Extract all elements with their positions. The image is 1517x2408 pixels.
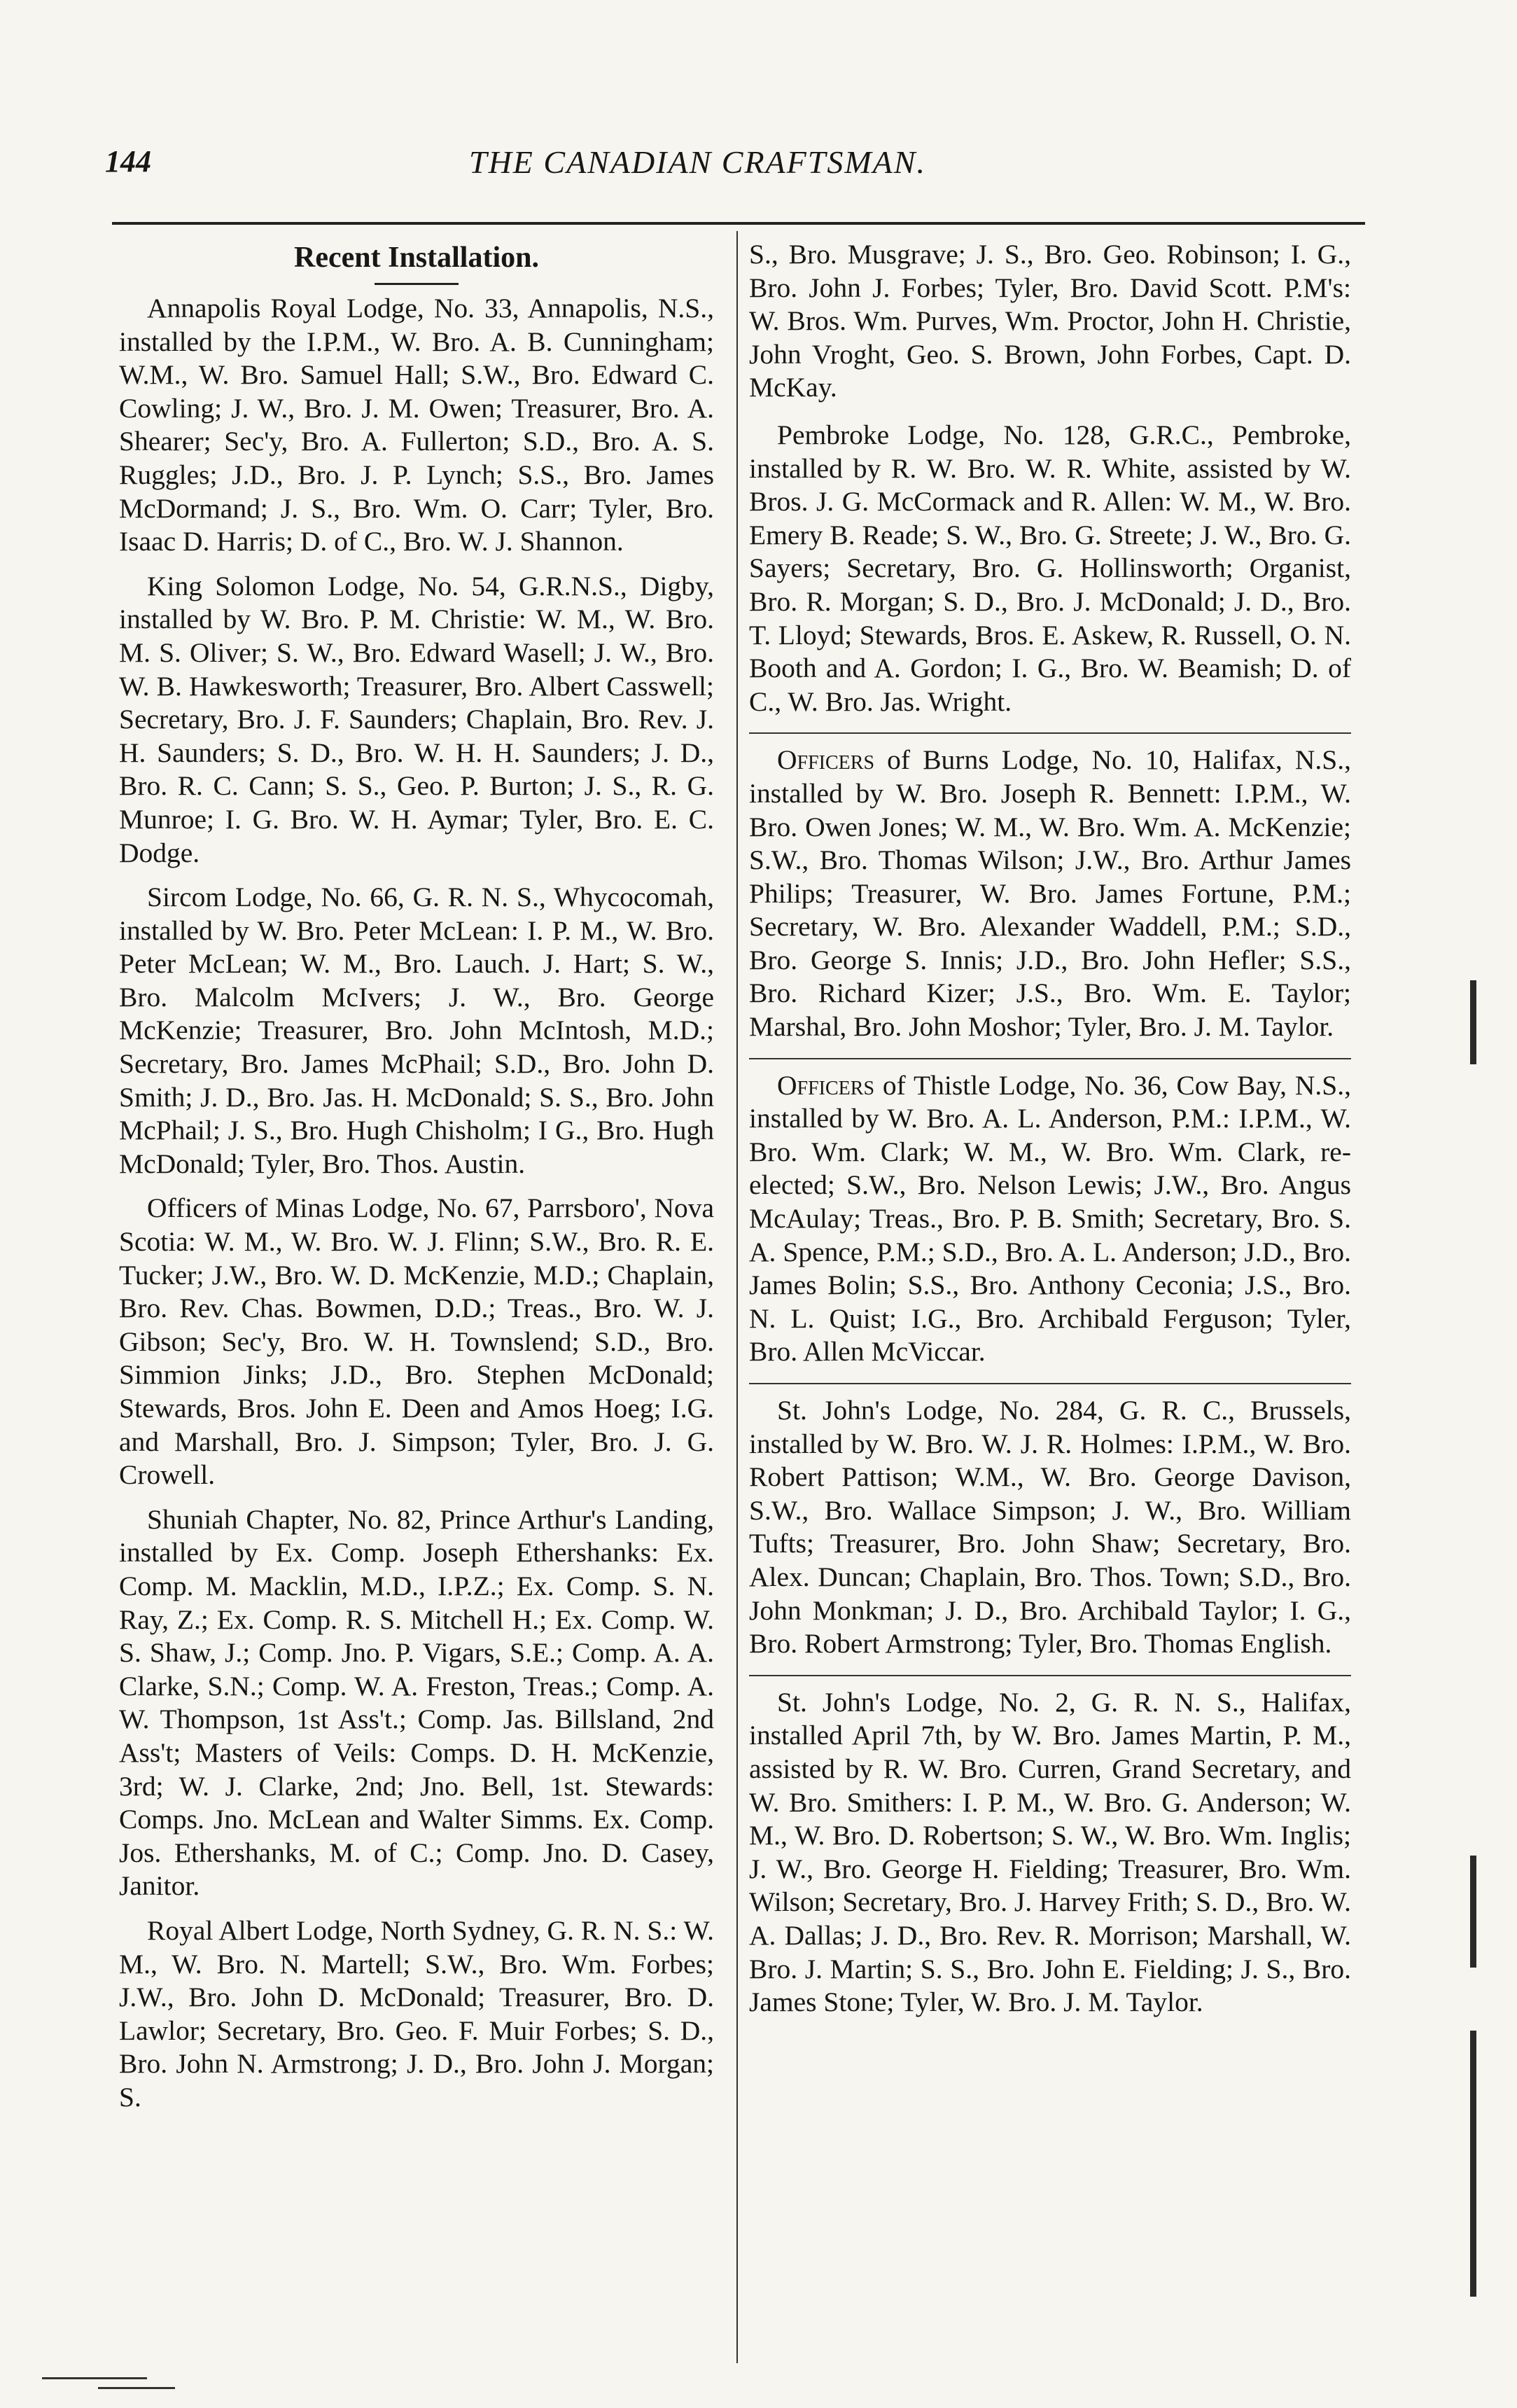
header-rule (112, 222, 1365, 225)
lodge-entry: St. John's Lodge, No. 284, G. R. C., Brussels, installed by W. Bro. W. J. R. Holmes: I.P.M., W. Bro. Robert Pattison; W.M., W. Bro. George Davison, S.W., Bro. Wallace Simpson; J. W., Bro. William Tufts; Treasurer, Bro. John Shaw; Secretary, Bro. Alex. Duncan; Chaplain, Bro. Thos. Town; S.D., Bro. John Monkman; J. D., Bro. Archibald Taylor; I. G., Bro. Robert Armstrong; Tyler, Bro. Thomas English. (749, 1395, 1351, 1659)
lodge-entry (749, 744, 1351, 1043)
officers-lead: Officers (777, 744, 875, 776)
lodge-entry-text: of Burns Lodge, No. 10, Halifax, N.S., installed by W. Bro. Joseph R. Bennett: I.P.M., W. Bro. Owen Jones; W. M., W. Bro. Wm. A. McKenzie; S.W., Bro. Thomas Wilson; J.W., Bro. Arthur James Philips; Treasurer, W. Bro. James Fortune, P.M.; Secretary, W. Bro. Alexander Waddell, P.M.; S.D., Bro. George S. Innis; J.D., Bro. John Hefler; S.S., Bro. Richard Kizer; J.S., Bro. Wm. E. Taylor; Marshal, Bro. John Moshor; Tyler, Bro. J. M. Taylor. (749, 744, 1351, 1043)
scan-edge-mark (1470, 1856, 1476, 1968)
title-rule (375, 283, 459, 285)
lodge-entry: Shuniah Chapter, No. 82, Prince Arthur's Landing, installed by Ex. Comp. Joseph Ethershanks: Ex. Comp. M. Macklin, M.D., I.P.Z.; Ex. Comp. S. N. Ray, Z.; Ex. Comp. R. S. Mitchell H.; Ex. Comp. W. S. Shaw, J.; Comp. Jno. P. Vigars, S.E.; Comp. A. A. Clarke, S.N.; Comp. W. A. Freston, Treas.; Comp. A. W. Thompson, 1st Ass't.; Comp. Jas. Billsland, 2nd Ass't; Masters of Veils: Comps. D. H. McKenzie, 3rd; W. J. Clarke, 2nd; Jno. Bell, 1st. Stewards: Comps. Jno. McLean and Walter Simms. Ex. Comp. Jos. Ethershanks, M. of C.; Comp. Jno. D. Casey, Janitor. (119, 1503, 714, 1902)
lodge-entry: Royal Albert Lodge, North Sydney, G. R. N. S.: W. M., W. Bro. N. Martell; S.W., Bro. Wm. Forbes; J.W., Bro. John D. McDonald; Treasurer, Bro. D. Lawlor; Secretary, Bro. Geo. F. Muir Forbes; S. D., Bro. John N. Armstrong; J. D., Bro. John J. Morgan; S. (119, 1914, 714, 2113)
section-title: Recent Installation. (294, 242, 539, 274)
journal-title: THE CANADIAN CRAFTSMAN. (469, 144, 926, 180)
separator-rule (749, 732, 1351, 734)
lodge-entry (749, 1069, 1351, 1369)
scan-foot-mark (42, 2377, 147, 2379)
lodge-entry: Officers of Minas Lodge, No. 67, Parrsboro', Nova Scotia: W. M., W. Bro. W. J. Flinn; S.W., Bro. R. E. Tucker; J.W., Bro. W. D. McKenzie, M.D.; Chaplain, Bro. Rev. Chas. Bowmen, D.D.; Treas., Bro. W. J. Gibson; Sec'y, Bro. W. H. Townslend; S.D., Bro. Simmion Jinks; J.D., Bro. Stephen McDonald; Stewards, Bros. John E. Deen and Amos Hoeg; I.G. and Marshall, Bro. J. Simpson; Tyler, Bro. J. G. Crowell. (119, 1192, 714, 1491)
lodge-entry: Sircom Lodge, No. 66, G. R. N. S., Whycocomah, installed by W. Bro. Peter McLean: I. P. M., W. Bro. Peter McLean; W. M., Bro. Lauch. J. Hart; S. W., Bro. Malcolm McIvers; J. W., Bro. George McKenzie; Treasurer, Bro. John McIntosh, M.D.; Secretary, Bro. James McPhail; S.D., Bro. John D. Smith; J. D., Bro. Jas. H. McDonald; S. S., Bro. John McPhail; J. S., Bro. Hugh Chisholm; I G., Bro. Hugh McDonald; Tyler, Bro. Thos. Austin. (119, 882, 714, 1179)
separator-rule (749, 1675, 1351, 1676)
right-column (749, 238, 1351, 2033)
scan-edge-mark (1470, 2031, 1476, 2297)
lodge-entry-text: of Thistle Lodge, No. 36, Cow Bay, N.S., installed by W. Bro. A. L. Anderson, P.M.: I.P.M., W. Bro. Wm. Clark; W. M., W. Bro. Wm. Clark, re-elected; S.W., Bro. Nelson Lewis; J.W., Bro. Angus McAulay; Treas., Bro. P. B. Smith; Secretary, Bro. S. A. Spence, P.M.; S.D., Bro. A. L. Anderson; J.D., Bro. James Bolin; S.S., Bro. Anthony Ceconia; J.S., Bro. N. L. Quist; I.G., Bro. Archibald Ferguson; Tyler, Bro. Allen McViccar. (749, 1069, 1351, 1367)
officers-lead: Officers (777, 1069, 875, 1101)
column-divider (736, 231, 738, 2363)
separator-rule (749, 1058, 1351, 1059)
page-number: 144 (105, 144, 151, 179)
scan-edge-mark (1470, 980, 1476, 1064)
left-column (119, 238, 714, 2125)
lodge-entry: King Solomon Lodge, No. 54, G.R.N.S., Digby, installed by W. Bro. P. M. Christie: W. M., W. Bro. M. S. Oliver; S. W., Bro. Edward Wasell; J. W., Bro. W. B. Hawkesworth; Treasurer, Bro. Albert Casswell; Secretary, Bro. J. F. Saunders; Chaplain, Bro. Rev. J. H. Saunders; S. D., Bro. W. H. H. Saunders; J. D., Bro. R. C. Cann; S. S., Geo. P. Burton; J. S., R. G. Munroe; I. G. Bro. W. H. Aymar; Tyler, Bro. E. C. Dodge. (119, 570, 714, 868)
lodge-entry: Pembroke Lodge, No. 128, G.R.C., Pembroke, installed by R. W. Bro. W. R. White, assisted by W. Bros. J. G. McCormack and R. Allen: W. M., W. Bro. Emery B. Reade; S. W., Bro. G. Streete; J. W., Bro. G. Sayers; Secretary, Bro. G. Hollinsworth; Organist, Bro. R. Morgan; S. D., Bro. J. McDonald; J. D., Bro. T. Lloyd; Stewards, Bros. E. Askew, R. Russell, O. N. Booth and A. Gordon; I. G., Bro. W. Beamish; D. of C., W. Bro. Jas. Wright. (749, 419, 1351, 717)
scan-foot-mark (98, 2387, 175, 2389)
running-head (105, 144, 1358, 200)
continued-entry: S., Bro. Musgrave; J. S., Bro. Geo. Robinson; I. G., Bro. John J. Forbes; Tyler, Bro. David Scott. P.M's: W. Bros. Wm. Purves, Wm. Proctor, John H. Christie, John Vroght, Geo. S. Brown, John Forbes, Capt. D. McKay. (749, 239, 1351, 403)
lodge-entry: Annapolis Royal Lodge, No. 33, Annapolis, N.S., installed by the I.P.M., W. Bro. A. B. Cunningham; W.M., W. Bro. Samuel Hall; S.W., Bro. Edward C. Cowling; J. W., Bro. J. M. Owen; Treasurer, Bro. A. Shearer; Sec'y, Bro. A. Fullerton; S.D., Bro. A. S. Ruggles; J.D., Bro. J. P. Lynch; S.S., Bro. James McDormand; J. S., Bro. Wm. O. Carr; Tyler, Bro. Isaac D. Harris; D. of C., Bro. W. J. Shannon. (119, 293, 714, 557)
separator-rule (749, 1383, 1351, 1384)
lodge-entry: St. John's Lodge, No. 2, G. R. N. S., Halifax, installed April 7th, by W. Bro. James Martin, P. M., assisted by R. W. Bro. Curren, Grand Secretary, and W. Bro. Smithers: I. P. M., W. Bro. G. Anderson; W. M., W. Bro. D. Robertson; S. W., W. Bro. Wm. Inglis; J. W., Bro. George H. Fielding; Treasurer, Bro. Wm. Wilson; Secretary, Bro. J. Harvey Frith; S. D., Bro. W. A. Dallas; J. D., Bro. Rev. R. Morrison; Marshall, W. Bro. J. Martin; S. S., Bro. John E. Fielding; J. S., Bro. James Stone; Tyler, W. Bro. J. M. Taylor. (749, 1686, 1351, 2018)
